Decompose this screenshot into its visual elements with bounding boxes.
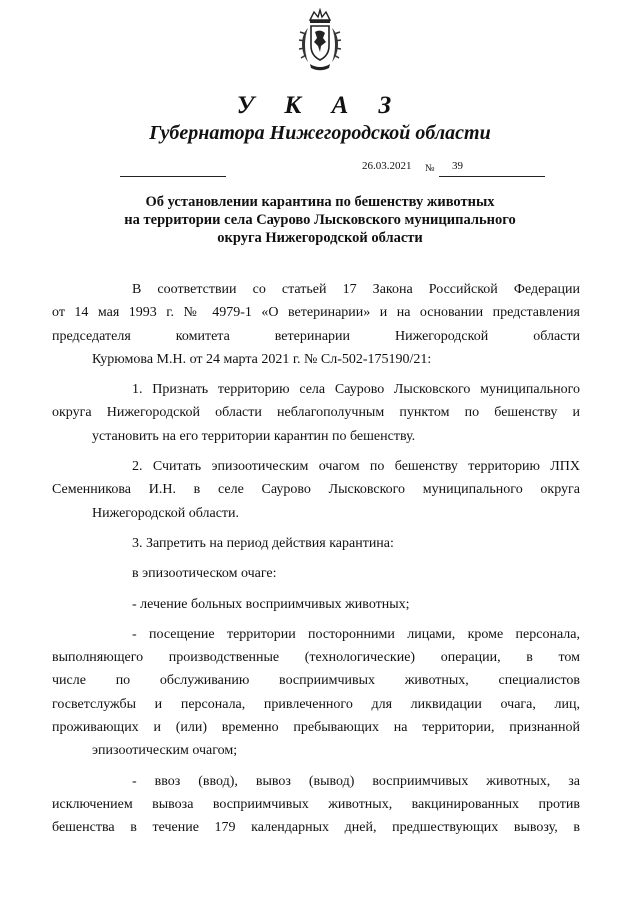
paragraph [52, 623, 580, 763]
paragraph-line: бешенства в течение 179 календарных дней, предшествующих вывозу, в [52, 820, 580, 836]
paragraph-line: Семенникова И.Н. в селе Саурово Лысковского муниципального округа [52, 482, 580, 498]
document-body [52, 278, 580, 847]
heading-line: на территории села Саурово Лысковского муниципального [124, 212, 516, 228]
paragraph-line: в эпизоотическом очаге: [132, 566, 277, 582]
paragraph-line: Курюмова М.Н. от 24 марта 2021 г. № Сл-502-175190/21: [92, 351, 432, 367]
paragraph [92, 593, 580, 616]
paragraph-line: 1. Признать территорию села Саурово Лысковского муниципального [132, 382, 580, 398]
paragraph [52, 770, 580, 840]
paragraph-line: 2. Считать эпизоотическим очагом по бешенству территорию ЛПХ [132, 459, 580, 475]
paragraph [92, 562, 580, 585]
heading-line: Об установлении карантина по бешенству животных [145, 194, 495, 210]
coat-of-arms-icon [296, 8, 344, 72]
paragraph-line: Нижегородской области. [92, 505, 240, 521]
issuer-title: Губернатора Нижегородской области [149, 122, 491, 144]
document-date: 26.03.2021 [362, 160, 412, 172]
paragraph-line: округа Нижегородской области неблагополучным пунктом по бешенству и [52, 405, 580, 421]
document-type-title: У К А З [236, 92, 404, 119]
paragraph-line: - посещение территории посторонними лицами, кроме персонала, [132, 626, 580, 642]
date-underline [120, 176, 226, 177]
paragraph [52, 278, 580, 371]
paragraph-line: числе по обслуживанию восприимчивых животных, специалистов [52, 673, 580, 689]
paragraph-line: - ввоз (ввод), вывоз (вывод) восприимчивых животных, за [132, 773, 580, 789]
paragraph-line: председателя комитета ветеринарии Нижегородской области [52, 328, 580, 344]
document-number: 39 [452, 160, 463, 172]
document-heading [0, 193, 640, 247]
paragraph [52, 378, 580, 448]
paragraph [92, 532, 580, 555]
number-label: № [425, 163, 435, 174]
heading-line: округа Нижегородской области [217, 230, 423, 246]
paragraph-line: В соответствии со статьей 17 Закона Российской Федерации [132, 282, 580, 297]
paragraph [52, 455, 580, 525]
paragraph-line: госветслужбы и персонала, привлеченного для ликвидации очага, лиц, [52, 696, 580, 712]
number-underline [439, 176, 545, 177]
paragraph-line: исключением вывоза восприимчивых животных, вакцинированных против [52, 796, 580, 812]
paragraph-line: выполняющего производственные (технологические) операции, в том [52, 650, 580, 666]
paragraph-line: проживающих и (или) временно пребывающих на территории, признанной [52, 720, 580, 736]
paragraph-line: от 14 мая 1993 г. № 4979-1 «О ветеринарии» и на основании представления [52, 305, 580, 321]
paragraph-line: - лечение больных восприимчивых животных; [132, 596, 410, 612]
paragraph-line: эпизоотическим очагом; [92, 743, 238, 759]
paragraph-line: 3. Запретить на период действия карантина: [132, 535, 394, 551]
paragraph-line: установить на его территории карантин по бешенству. [92, 428, 416, 444]
